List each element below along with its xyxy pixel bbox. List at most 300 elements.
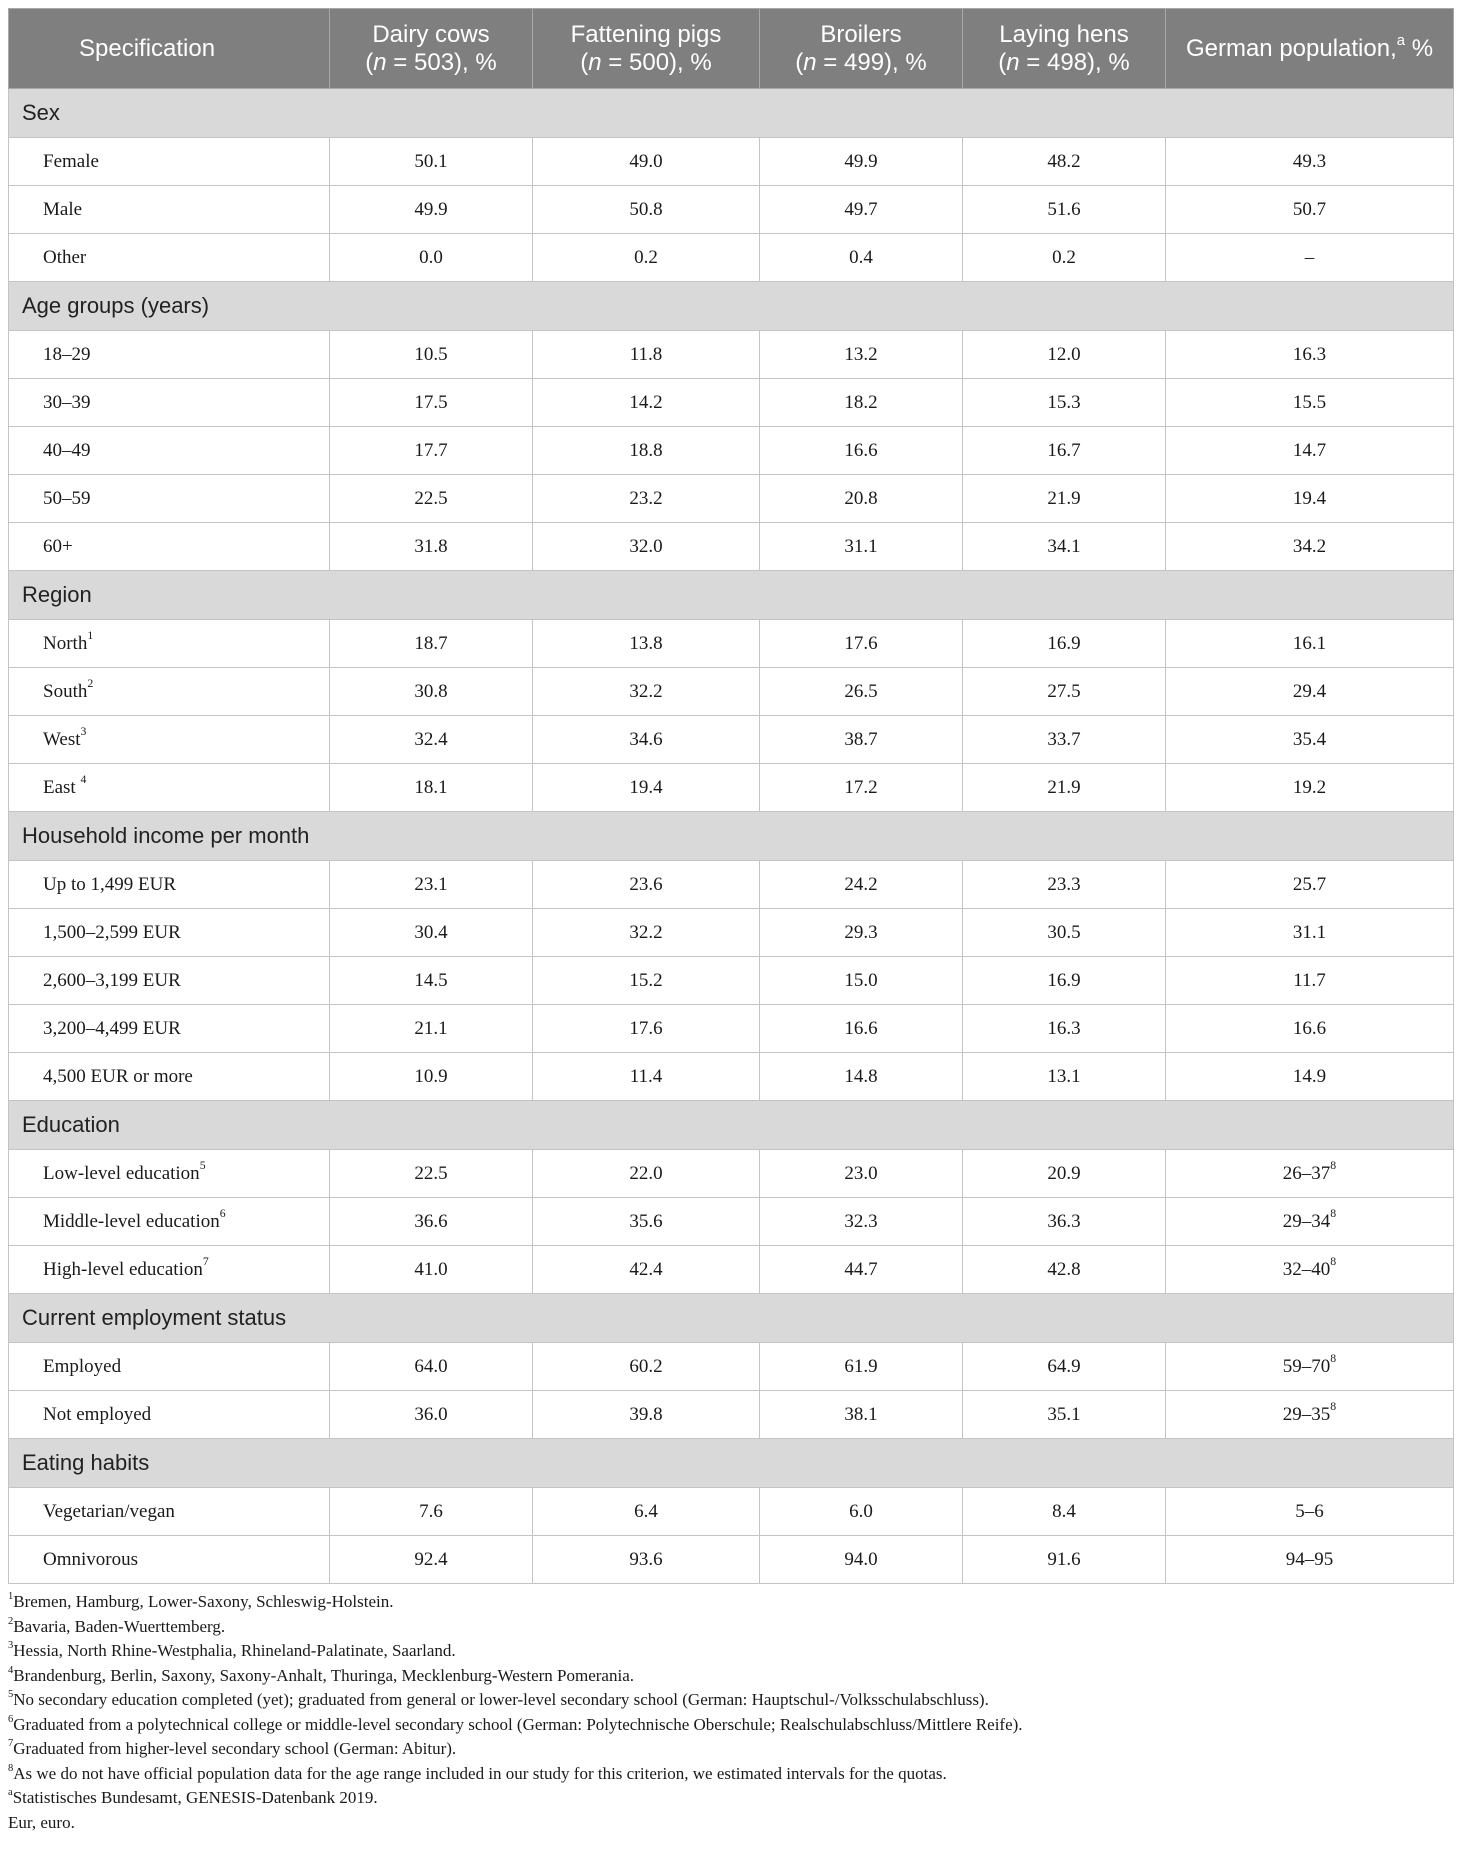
cell-value: 24.2: [844, 873, 878, 895]
cell-value: 32.2: [629, 921, 663, 943]
value-cell: [963, 1343, 1166, 1391]
cell-value: 91.6: [1047, 1548, 1081, 1570]
cell-value: 16.6: [844, 439, 878, 461]
footnote-mark: 8: [1330, 1352, 1337, 1366]
table-row: [9, 1246, 1454, 1294]
table-row: [9, 1343, 1454, 1391]
value-cell: [760, 186, 963, 234]
value-cell: [760, 331, 963, 379]
row-label-cell: [9, 186, 330, 234]
header-broilers: Broilers (n = 499), %: [760, 9, 963, 89]
cell-value: 39.8: [629, 1403, 663, 1425]
value-cell: [1166, 331, 1454, 379]
row-label-cell: [9, 764, 330, 812]
cell-value: –: [1304, 246, 1315, 268]
cell-value: 16.6: [844, 1017, 878, 1039]
cell-value: 60.2: [629, 1355, 663, 1377]
cell-value: 16.1: [1292, 632, 1327, 654]
value-cell: [533, 1488, 760, 1536]
value-cell: [330, 909, 533, 957]
cell-value: 17.7: [414, 439, 448, 461]
cell-value: 19.4: [1292, 487, 1327, 509]
cell-value: 29–35: [1282, 1403, 1331, 1425]
cell-value: 35.4: [1292, 728, 1327, 750]
value-cell: [1166, 1150, 1454, 1198]
value-cell: [1166, 909, 1454, 957]
value-cell: [760, 716, 963, 764]
cell-value: 23.0: [844, 1162, 878, 1184]
cell-value: 20.9: [1047, 1162, 1081, 1184]
row-label: High-level education: [43, 1258, 203, 1280]
cell-value: 14.2: [629, 391, 663, 413]
header-label: Broilers: [820, 20, 902, 48]
table-row: [9, 1488, 1454, 1536]
header-n: n: [588, 48, 602, 76]
footnote: [8, 1811, 1453, 1836]
cell-value: 15.5: [1292, 391, 1327, 413]
cell-value: 16.9: [1047, 632, 1081, 654]
cell-value: 12.0: [1047, 343, 1081, 365]
cell-value: 0.2: [1052, 246, 1076, 268]
cell-value: 49.7: [844, 198, 878, 220]
cell-value: 11.7: [1293, 969, 1326, 991]
row-label-cell: [9, 379, 330, 427]
cell-value: 27.5: [1047, 680, 1081, 702]
footnote-mark: 3: [8, 1640, 14, 1652]
value-cell: [330, 1198, 533, 1246]
value-cell: [963, 1246, 1166, 1294]
value-cell: [533, 1005, 760, 1053]
value-cell: [760, 427, 963, 475]
header-n-value: = 498), %: [1019, 48, 1130, 76]
cell-value: 23.2: [629, 487, 663, 509]
cell-value: 49.3: [1292, 150, 1327, 172]
section-title: Region: [9, 571, 1454, 620]
value-cell: [1166, 475, 1454, 523]
value-cell: [330, 716, 533, 764]
value-cell: [760, 1150, 963, 1198]
value-cell: [533, 716, 760, 764]
cell-value: 0.2: [634, 246, 658, 268]
cell-value: 19.4: [629, 776, 663, 798]
footnote-text: Eur, euro.: [8, 1812, 75, 1832]
cell-value: 17.5: [414, 391, 448, 413]
cell-value: 22.5: [414, 1162, 448, 1184]
cell-value: 14.5: [414, 969, 448, 991]
value-cell: [760, 957, 963, 1005]
value-cell: [330, 186, 533, 234]
cell-value: 94–95: [1285, 1548, 1334, 1570]
row-label: 50–59: [43, 487, 91, 509]
value-cell: [760, 764, 963, 812]
value-cell: [1166, 1198, 1454, 1246]
row-label-cell: [9, 861, 330, 909]
table-row: [9, 427, 1454, 475]
value-cell: [1166, 957, 1454, 1005]
cell-value: 31.8: [414, 535, 448, 557]
footnote-mark: 2: [8, 1615, 14, 1627]
cell-value: 32.2: [629, 680, 663, 702]
value-cell: [533, 620, 760, 668]
value-cell: [330, 957, 533, 1005]
cell-value: 36.3: [1047, 1210, 1081, 1232]
value-cell: [1166, 1053, 1454, 1101]
table-row: [9, 1053, 1454, 1101]
value-cell: [760, 861, 963, 909]
header-n-value: = 500), %: [601, 48, 712, 76]
header-label: Dairy cows: [372, 20, 490, 48]
cell-value: 5–6: [1295, 1500, 1324, 1522]
cell-value: 11.4: [629, 1065, 663, 1087]
cell-value: 41.0: [414, 1258, 448, 1280]
value-cell: [963, 1536, 1166, 1584]
row-label: Omnivorous: [43, 1548, 138, 1570]
cell-value: 30.4: [414, 921, 448, 943]
value-cell: [963, 427, 1166, 475]
table-row: [9, 475, 1454, 523]
value-cell: [963, 379, 1166, 427]
row-label: North: [43, 632, 88, 654]
row-label: South: [43, 680, 88, 702]
cell-value: 21.9: [1047, 776, 1081, 798]
cell-value: 30.5: [1047, 921, 1081, 943]
cell-value: 14.9: [1292, 1065, 1327, 1087]
row-label-cell: [9, 957, 330, 1005]
cell-value: 25.7: [1292, 873, 1327, 895]
footnote-mark: 7: [202, 1255, 209, 1269]
value-cell: [533, 1536, 760, 1584]
value-cell: [760, 1343, 963, 1391]
value-cell: [1166, 1246, 1454, 1294]
row-label: Up to 1,499 EUR: [43, 873, 176, 895]
value-cell: [963, 1150, 1166, 1198]
cell-value: 6.0: [849, 1500, 873, 1522]
value-cell: [533, 1391, 760, 1439]
row-label-cell: [9, 138, 330, 186]
footnote-mark: 6: [219, 1207, 226, 1221]
header-label: Specification: [79, 34, 216, 62]
footnote-mark: 3: [80, 725, 87, 739]
value-cell: [760, 1536, 963, 1584]
row-label-cell: [9, 1246, 330, 1294]
value-cell: [330, 620, 533, 668]
value-cell: [760, 1391, 963, 1439]
row-label-cell: [9, 909, 330, 957]
header-n: n: [373, 48, 387, 76]
value-cell: [760, 1053, 963, 1101]
section-title: Current employment status: [9, 1294, 1454, 1343]
value-cell: [963, 1391, 1166, 1439]
cell-value: 8.4: [1052, 1500, 1076, 1522]
cell-value: 15.0: [844, 969, 878, 991]
cell-value: 64.9: [1047, 1355, 1081, 1377]
value-cell: [760, 234, 963, 282]
footnote-mark: 8: [1330, 1207, 1337, 1221]
row-label: East: [43, 776, 81, 798]
header-footnote-mark: a: [1396, 32, 1406, 49]
cell-value: 50.8: [629, 198, 663, 220]
cell-value: 31.1: [1292, 921, 1327, 943]
value-cell: [760, 138, 963, 186]
cell-value: 0.0: [419, 246, 443, 268]
footnote-mark: 6: [8, 1713, 14, 1725]
cell-value: 21.1: [414, 1017, 448, 1039]
value-cell: [330, 1005, 533, 1053]
table-body: [9, 89, 1454, 1584]
value-cell: [1166, 620, 1454, 668]
row-label: Low-level education: [43, 1162, 200, 1184]
cell-value: 32.0: [629, 535, 663, 557]
value-cell: [533, 1150, 760, 1198]
table-row: [9, 379, 1454, 427]
value-cell: [963, 1488, 1166, 1536]
table-row: [9, 1005, 1454, 1053]
table-row: [9, 957, 1454, 1005]
value-cell: [1166, 523, 1454, 571]
row-label-cell: [9, 523, 330, 571]
footnote-mark: 8: [1330, 1255, 1337, 1269]
row-label: Male: [43, 198, 83, 220]
footnote-text: No secondary education completed (yet); graduated from general or lower-level secondary school (German: Hauptschul-/Volksschulabschluss).: [13, 1690, 989, 1709]
footnote-mark: 8: [1330, 1159, 1337, 1173]
section-title: Eating habits: [9, 1439, 1454, 1488]
value-cell: [330, 1246, 533, 1294]
value-cell: [533, 1053, 760, 1101]
value-cell: [760, 1198, 963, 1246]
header-german-population: [1166, 9, 1454, 89]
cell-value: 35.6: [629, 1210, 663, 1232]
cell-value: 42.4: [629, 1258, 663, 1280]
cell-value: 19.2: [1292, 776, 1327, 798]
cell-value: 29.3: [844, 921, 878, 943]
value-cell: [533, 234, 760, 282]
footnote-mark: 5: [8, 1689, 14, 1701]
row-label-cell: [9, 475, 330, 523]
footnote-text: Graduated from a polytechnical college or middle-level secondary school (German: Polytechnische Oberschule; Realschulabschluss/Mittlere Reife).: [13, 1714, 1023, 1734]
cell-value: 32.4: [414, 728, 448, 750]
row-label-cell: [9, 716, 330, 764]
cell-value: 33.7: [1047, 728, 1081, 750]
footnote-mark: 2: [87, 677, 94, 691]
cell-value: 26.5: [844, 680, 878, 702]
cell-value: 34.2: [1292, 535, 1327, 557]
cell-value: 13.1: [1047, 1065, 1081, 1087]
value-cell: [963, 523, 1166, 571]
cell-value: 16.3: [1047, 1017, 1081, 1039]
header-row: [9, 9, 1454, 89]
cell-value: 11.8: [629, 343, 663, 365]
value-cell: [963, 138, 1166, 186]
value-cell: [1166, 138, 1454, 186]
cell-value: 17.2: [844, 776, 878, 798]
table-row: [9, 668, 1454, 716]
value-cell: [533, 186, 760, 234]
footnote: [8, 1713, 1453, 1738]
cell-value: 15.3: [1047, 391, 1081, 413]
value-cell: [963, 475, 1166, 523]
cell-value: 49.9: [414, 198, 448, 220]
cell-value: 61.9: [844, 1355, 878, 1377]
row-label-cell: [9, 1150, 330, 1198]
cell-value: 18.8: [629, 439, 663, 461]
cell-value: 35.1: [1047, 1403, 1081, 1425]
section-header-row: [9, 282, 1454, 331]
section-title: Education: [9, 1101, 1454, 1150]
value-cell: [1166, 1391, 1454, 1439]
cell-value: 42.8: [1047, 1258, 1081, 1280]
cell-value: 38.1: [844, 1403, 878, 1425]
value-cell: [963, 620, 1166, 668]
table-row: [9, 331, 1454, 379]
header-label: German population,: [1185, 34, 1397, 62]
cell-value: 16.7: [1047, 439, 1081, 461]
value-cell: [533, 475, 760, 523]
row-label: Vegetarian/vegan: [43, 1500, 175, 1522]
table-row: [9, 861, 1454, 909]
value-cell: [533, 957, 760, 1005]
footnote-text: Graduated from higher-level secondary school (German: Abitur).: [13, 1739, 457, 1758]
demographics-table: [8, 8, 1454, 1584]
section-title: Household income per month: [9, 812, 1454, 861]
footnote: [8, 1762, 1453, 1787]
header-n-value: = 499), %: [816, 48, 927, 76]
header-unit: %: [1405, 34, 1434, 62]
table-row: [9, 620, 1454, 668]
value-cell: [1166, 427, 1454, 475]
footnote: [8, 1615, 1453, 1640]
footnote-text: As we do not have official population data for the age range included in our study for this criterion, we estimated intervals for the quotas.: [13, 1763, 947, 1783]
header-n: n: [1006, 48, 1020, 76]
cell-value: 49.9: [844, 150, 878, 172]
section-header-row: [9, 812, 1454, 861]
value-cell: [533, 1246, 760, 1294]
row-label-cell: [9, 234, 330, 282]
footnote-text: Statistisches Bundesamt, GENESIS-Datenbank 2019.: [12, 1788, 378, 1807]
table-row: [9, 1391, 1454, 1439]
footnote-mark: 8: [8, 1762, 14, 1774]
value-cell: [533, 1198, 760, 1246]
value-cell: [533, 379, 760, 427]
cell-value: 30.8: [414, 680, 448, 702]
footnote-mark: 4: [8, 1664, 14, 1676]
header-n-value: = 503), %: [386, 48, 497, 76]
row-label: West: [43, 728, 81, 750]
section-title: Sex: [9, 89, 1454, 138]
footnote-mark: 7: [8, 1738, 14, 1750]
cell-value: 23.6: [629, 873, 663, 895]
cell-value: 29–34: [1282, 1210, 1331, 1232]
table-row: [9, 716, 1454, 764]
value-cell: [963, 909, 1166, 957]
value-cell: [533, 523, 760, 571]
value-cell: [1166, 668, 1454, 716]
row-label: 30–39: [43, 391, 91, 413]
cell-value: 13.8: [629, 632, 663, 654]
cell-value: 13.2: [844, 343, 878, 365]
cell-value: 31.1: [844, 535, 878, 557]
row-label: 2,600–3,199 EUR: [43, 969, 181, 991]
cell-value: 14.7: [1292, 439, 1327, 461]
value-cell: [330, 1343, 533, 1391]
section-title: Age groups (years): [9, 282, 1454, 331]
header-label: Laying hens: [999, 20, 1129, 48]
header-n: n: [803, 48, 817, 76]
table-row: [9, 1150, 1454, 1198]
cell-value: 16.3: [1292, 343, 1327, 365]
row-label: Not employed: [43, 1403, 152, 1425]
value-cell: [330, 1391, 533, 1439]
section-header-row: [9, 1294, 1454, 1343]
row-label-cell: [9, 620, 330, 668]
table-row: [9, 1198, 1454, 1246]
value-cell: [533, 138, 760, 186]
value-cell: [330, 475, 533, 523]
value-cell: [963, 957, 1166, 1005]
value-cell: [1166, 186, 1454, 234]
row-label: 40–49: [43, 439, 91, 461]
cell-value: 93.6: [629, 1548, 663, 1570]
cell-value: 14.8: [844, 1065, 878, 1087]
cell-value: 51.6: [1047, 198, 1081, 220]
cell-value: 36.0: [414, 1403, 448, 1425]
footnote-text: Brandenburg, Berlin, Saxony, Saxony-Anhalt, Thuringa, Mecklenburg-Western Pomerania.: [13, 1665, 634, 1685]
footnote-mark: 1: [8, 1591, 14, 1603]
value-cell: [330, 523, 533, 571]
row-label-cell: [9, 1198, 330, 1246]
cell-value: 15.2: [629, 969, 663, 991]
row-label: 3,200–4,499 EUR: [43, 1017, 181, 1039]
header-dairy-cows: Dairy cows (n = 503), %: [330, 9, 533, 89]
cell-value: 18.7: [414, 632, 448, 654]
section-header-row: [9, 89, 1454, 138]
cell-value: 18.1: [414, 776, 448, 798]
cell-value: 92.4: [414, 1548, 448, 1570]
header-fattening-pigs: Fattening pigs (n = 500), %: [533, 9, 760, 89]
value-cell: [760, 909, 963, 957]
footnote: [8, 1639, 1453, 1664]
cell-value: 18.2: [844, 391, 878, 413]
value-cell: [330, 1536, 533, 1584]
row-label: Middle-level education: [43, 1210, 220, 1232]
cell-value: 36.6: [414, 1210, 448, 1232]
cell-value: 10.5: [414, 343, 448, 365]
cell-value: 64.0: [414, 1355, 448, 1377]
value-cell: [330, 138, 533, 186]
cell-value: 7.6: [419, 1500, 443, 1522]
cell-value: 23.3: [1047, 873, 1081, 895]
cell-value: 16.6: [1292, 1017, 1327, 1039]
cell-value: 21.9: [1047, 487, 1081, 509]
row-label-cell: [9, 1536, 330, 1584]
footnote-mark: 5: [199, 1159, 206, 1173]
cell-value: 94.0: [844, 1548, 878, 1570]
section-header-row: [9, 571, 1454, 620]
row-label: Other: [43, 246, 87, 268]
value-cell: [533, 427, 760, 475]
footnote: [8, 1786, 1453, 1811]
value-cell: [963, 764, 1166, 812]
table-row: [9, 234, 1454, 282]
cell-value: 44.7: [844, 1258, 878, 1280]
value-cell: [1166, 861, 1454, 909]
cell-value: 50.7: [1292, 198, 1327, 220]
value-cell: [760, 1005, 963, 1053]
value-cell: [330, 1488, 533, 1536]
value-cell: [533, 1343, 760, 1391]
cell-value: 32–40: [1282, 1258, 1331, 1280]
row-label: 18–29: [43, 343, 91, 365]
row-label: 60+: [43, 535, 73, 557]
